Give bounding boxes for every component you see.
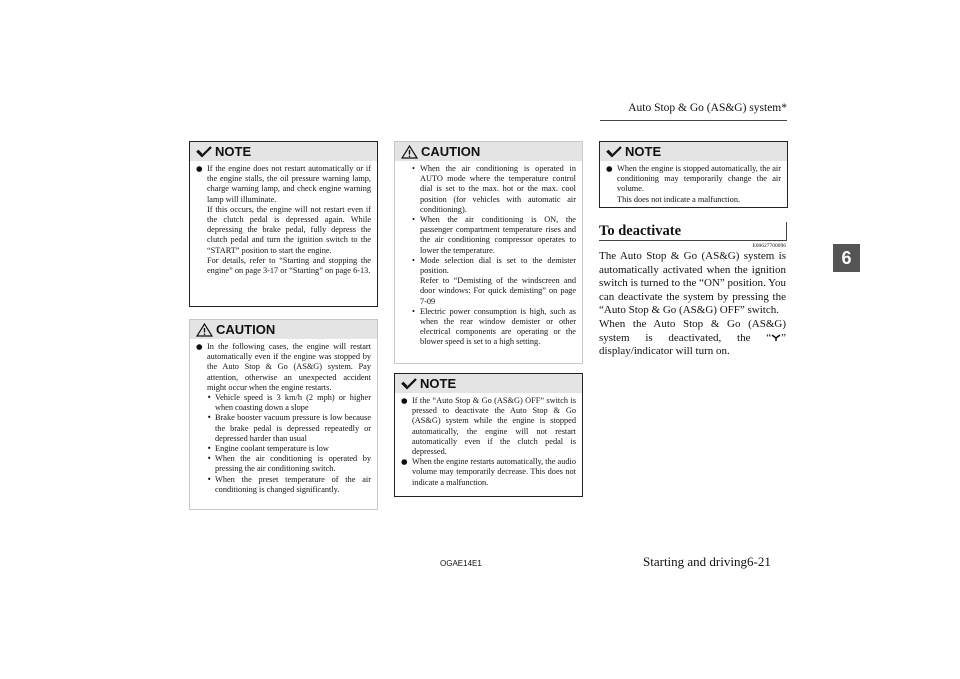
sub-item: • When the air conditioning is operated in AUTO mode where the temperature control dial is set to the max. hot or the max. cool position (for vehicles with automatic air conditioning).	[412, 164, 576, 214]
bullet-icon: ●	[401, 457, 408, 467]
note-title: NOTE	[625, 144, 662, 159]
caution-title: CAUTION	[216, 322, 276, 337]
running-header: Auto Stop & Go (AS&G) system*	[628, 102, 787, 114]
bullet-icon: ●	[196, 164, 203, 173]
auto-stop-go-indicator-icon	[771, 333, 781, 342]
sub-item: • Mode selection dial is set to the demister position. Refer to “Demisting of the windscreen and door windows: For quick demisting” on page 7-09	[412, 255, 576, 306]
check-icon	[401, 378, 417, 390]
bullet-icon: ●	[196, 342, 203, 351]
list-item: ● When the engine restarts automatically, the audio volume may temporarily decrease. This does not indicate a malfunction.	[401, 457, 576, 487]
sub-item: • When the air conditioning is operated by pressing the air conditioning switch.	[207, 454, 371, 474]
paragraph: When the Auto Stop & Go (AS&G) system is deactivated, the “ ” display/indicator will turn on.	[599, 317, 786, 358]
section-title: To deactivate	[599, 223, 682, 239]
note-title: NOTE	[420, 376, 457, 391]
warning-triangle-icon	[401, 145, 418, 159]
check-icon	[196, 146, 212, 158]
caution-intro: In the following cases, the engine will restart automatically even if the engine was stopped by the Auto Stop & Go (AS&G) system. Pay attention, otherwise an unexpected accident might occur when the engine restarts.	[207, 342, 371, 392]
caution-header-2	[395, 142, 582, 161]
note-box-1	[189, 141, 378, 307]
sub-item: • Brake booster vacuum pressure is low because the brake pedal is depressed repeatedly or depressed harder than usual	[207, 413, 371, 443]
note-text: If the engine does not restart automatically or if the engine stalls, the oil pressure warning lamp, charge warning lamp, and check engine warning lamp will illuminate.	[207, 164, 371, 204]
caution-title: CAUTION	[421, 144, 481, 159]
note-box-2	[394, 373, 583, 497]
chapter-tab[interactable]: 6	[833, 244, 860, 272]
list-item	[196, 164, 371, 276]
caution-header-1	[190, 320, 377, 339]
sub-item: • Engine coolant temperature is low	[207, 444, 329, 454]
caution-box-2	[394, 141, 583, 364]
note-title: NOTE	[215, 144, 252, 159]
paragraph: The Auto Stop & Go (AS&G) system is automatically activated when the ignition switch is turned to the “ON” position. You can deactivate the system by pressing the “Auto Stop & Go (AS&G) OFF” switch.	[599, 250, 786, 317]
page-number: 6-21	[747, 554, 771, 569]
bullet-icon: ●	[401, 396, 408, 405]
sub-item: • When the air conditioning is ON, the passenger compartment temperature rises and the air conditioning compressor operates to lower the temperature.	[412, 215, 576, 255]
header-rule	[600, 120, 787, 121]
section-id: E00627700096	[752, 243, 786, 249]
sub-item: • Vehicle speed is 3 km/h (2 mph) or higher when coasting down a slope	[207, 393, 371, 413]
note-text: For details, refer to “Starting and stopping the engine” on page 3-17 or “Starting” on page 6-13.	[207, 255, 371, 276]
note-box-3	[599, 141, 788, 208]
list-item	[196, 342, 371, 495]
bullet-icon: ●	[606, 164, 613, 173]
list-item: ● If the “Auto Stop & Go (AS&G) OFF” switch is pressed to deactivate the Auto Stop & Go (AS&G) system while the engine is stopped automatically, the engine will not restart automatically even if the clutch pedal is depressed.	[401, 396, 576, 457]
section-body	[599, 250, 786, 359]
sub-item: • Electric power consumption is high, such as when the rear window demister or other electrical components are operating or the blower speed is set to a high setting.	[412, 306, 576, 347]
note-text: If this occurs, the engine will not restart even if the clutch pedal is depressed again. While depressing the brake pedal, fully depress the clutch pedal and turn the ignition switch to the “START” position to start the engine.	[207, 204, 371, 255]
warning-triangle-icon	[196, 323, 213, 337]
note-header-2	[395, 374, 582, 393]
section-rule	[599, 240, 786, 241]
check-icon	[606, 146, 622, 158]
section-rule-tick	[786, 222, 787, 241]
document-code: OGAE14E1	[440, 559, 482, 568]
note-header-1	[190, 142, 377, 161]
list-item: ● When the engine is stopped automatically, the air conditioning may temporarily change the air volume. This does not indicate a malfunction.	[606, 164, 781, 204]
note-header-3	[600, 142, 787, 161]
caution-box-1	[189, 319, 378, 510]
footer-chapter: Starting and driving	[643, 554, 747, 569]
sub-item: • When the preset temperature of the air conditioning is changed significantly.	[207, 474, 371, 494]
demister-reference[interactable]: Refer to “Demisting of the windscreen and door windows: For quick demisting” on page 7-09	[420, 276, 576, 306]
